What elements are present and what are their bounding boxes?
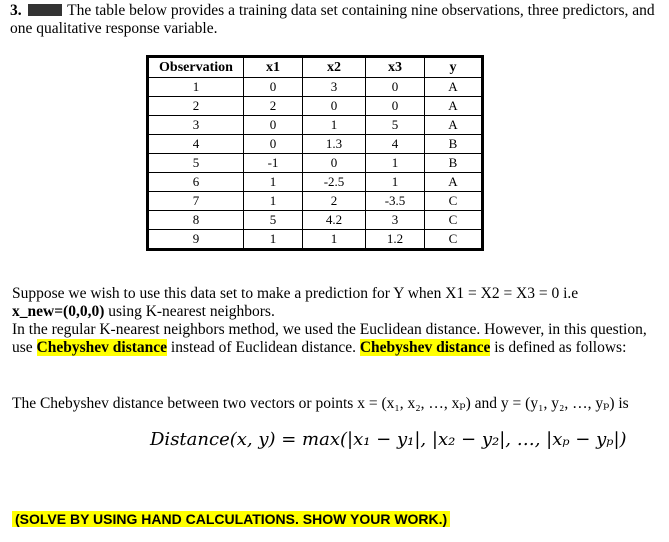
- paragraph-distance: [12, 321, 660, 357]
- chebyshev-highlight-1: Chebyshev distance: [36, 339, 168, 356]
- table-cell: 4: [149, 135, 244, 154]
- table-cell: 0: [366, 97, 425, 116]
- table-cell: A: [425, 97, 482, 116]
- table-cell: B: [425, 135, 482, 154]
- table-cell: 5: [366, 116, 425, 135]
- table-cell: 1: [366, 173, 425, 192]
- table-cell: 5: [149, 154, 244, 173]
- table-cell: 0: [244, 78, 303, 97]
- table-row: [149, 173, 482, 192]
- table-cell: 3: [149, 116, 244, 135]
- table-body: [149, 78, 482, 249]
- header-y: y: [425, 58, 482, 78]
- table-row: [149, 116, 482, 135]
- table-row: [149, 135, 482, 154]
- table-cell: A: [425, 116, 482, 135]
- table-row: [149, 154, 482, 173]
- chebyshev-formula: Distance(x, y) = max(|x₁ − y₁|, |x₂ − y₂|, …, |xₚ − yₚ|): [150, 429, 627, 450]
- table-cell: 2: [244, 97, 303, 116]
- table-cell: A: [425, 173, 482, 192]
- intro-text: The table below provides a training data set containing nine observations, three predictors, and one qualitative response variable.: [10, 2, 655, 37]
- table-cell: -3.5: [366, 192, 425, 211]
- table-cell: 1.3: [303, 135, 366, 154]
- table-cell: 7: [149, 192, 244, 211]
- header-x1: x1: [244, 58, 303, 78]
- table-cell: 1: [149, 78, 244, 97]
- table-cell: 3: [366, 211, 425, 230]
- table-row: [149, 211, 482, 230]
- table-cell: 4: [366, 135, 425, 154]
- redacted-scribble: [28, 4, 62, 16]
- table-cell: 2: [303, 192, 366, 211]
- defined-text: is defined as follows:: [490, 339, 627, 356]
- table-row: [149, 192, 482, 211]
- training-data-table: [148, 57, 482, 249]
- header-observation: Observation: [149, 58, 244, 78]
- header-x2: x2: [303, 58, 366, 78]
- table-cell: 4.2: [303, 211, 366, 230]
- table-cell: 1: [303, 230, 366, 249]
- table-cell: 6: [149, 173, 244, 192]
- question-number: 3.: [10, 2, 22, 19]
- header-x3: x3: [366, 58, 425, 78]
- table-cell: 0: [303, 97, 366, 116]
- table-cell: B: [425, 154, 482, 173]
- table-cell: 1: [244, 192, 303, 211]
- solve-instruction: (SOLVE BY USING HAND CALCULATIONS. SHOW YOUR WORK.): [12, 511, 450, 527]
- prediction-text: Suppose we wish to use this data set to make a prediction for Y when X1 = X2 = X3 = 0 i.e: [12, 285, 579, 302]
- table-cell: A: [425, 78, 482, 97]
- table-cell: 1.2: [366, 230, 425, 249]
- table-cell: 9: [149, 230, 244, 249]
- table-cell: -1: [244, 154, 303, 173]
- table-cell: 0: [366, 78, 425, 97]
- table-header-row: [149, 58, 482, 78]
- table-cell: C: [425, 230, 482, 249]
- table-cell: 8: [149, 211, 244, 230]
- table-cell: 0: [303, 154, 366, 173]
- knn-text: using K-nearest neighbors.: [104, 303, 275, 320]
- instead-text: instead of Euclidean distance.: [167, 339, 360, 356]
- table-cell: 5: [244, 211, 303, 230]
- table-cell: 2: [149, 97, 244, 116]
- table-cell: C: [425, 192, 482, 211]
- table-row: [149, 97, 482, 116]
- table-cell: 1: [366, 154, 425, 173]
- table-cell: 1: [303, 116, 366, 135]
- question-intro: [10, 2, 660, 38]
- table-cell: C: [425, 211, 482, 230]
- table-cell: 1: [244, 230, 303, 249]
- table-cell: 1: [244, 173, 303, 192]
- table-cell: 3: [303, 78, 366, 97]
- paragraph-prediction: [12, 285, 660, 321]
- table-row: [149, 78, 482, 97]
- table-row: [149, 230, 482, 249]
- x-new-vector: x_new=(0,0,0): [12, 303, 105, 320]
- table-cell: 0: [244, 116, 303, 135]
- paragraph-definition: The Chebyshev distance between two vectors or points x = (x₁, x₂, …, xₚ) and y = (y₁, y₂, …, yₚ) is: [12, 395, 629, 412]
- table-cell: -2.5: [303, 173, 366, 192]
- euclidean-text: In the regular K-nearest neighbors method, we used the Euclidean distance. However, in this question, use: [12, 321, 647, 356]
- chebyshev-highlight-2: Chebyshev distance: [359, 339, 491, 356]
- table-cell: 0: [244, 135, 303, 154]
